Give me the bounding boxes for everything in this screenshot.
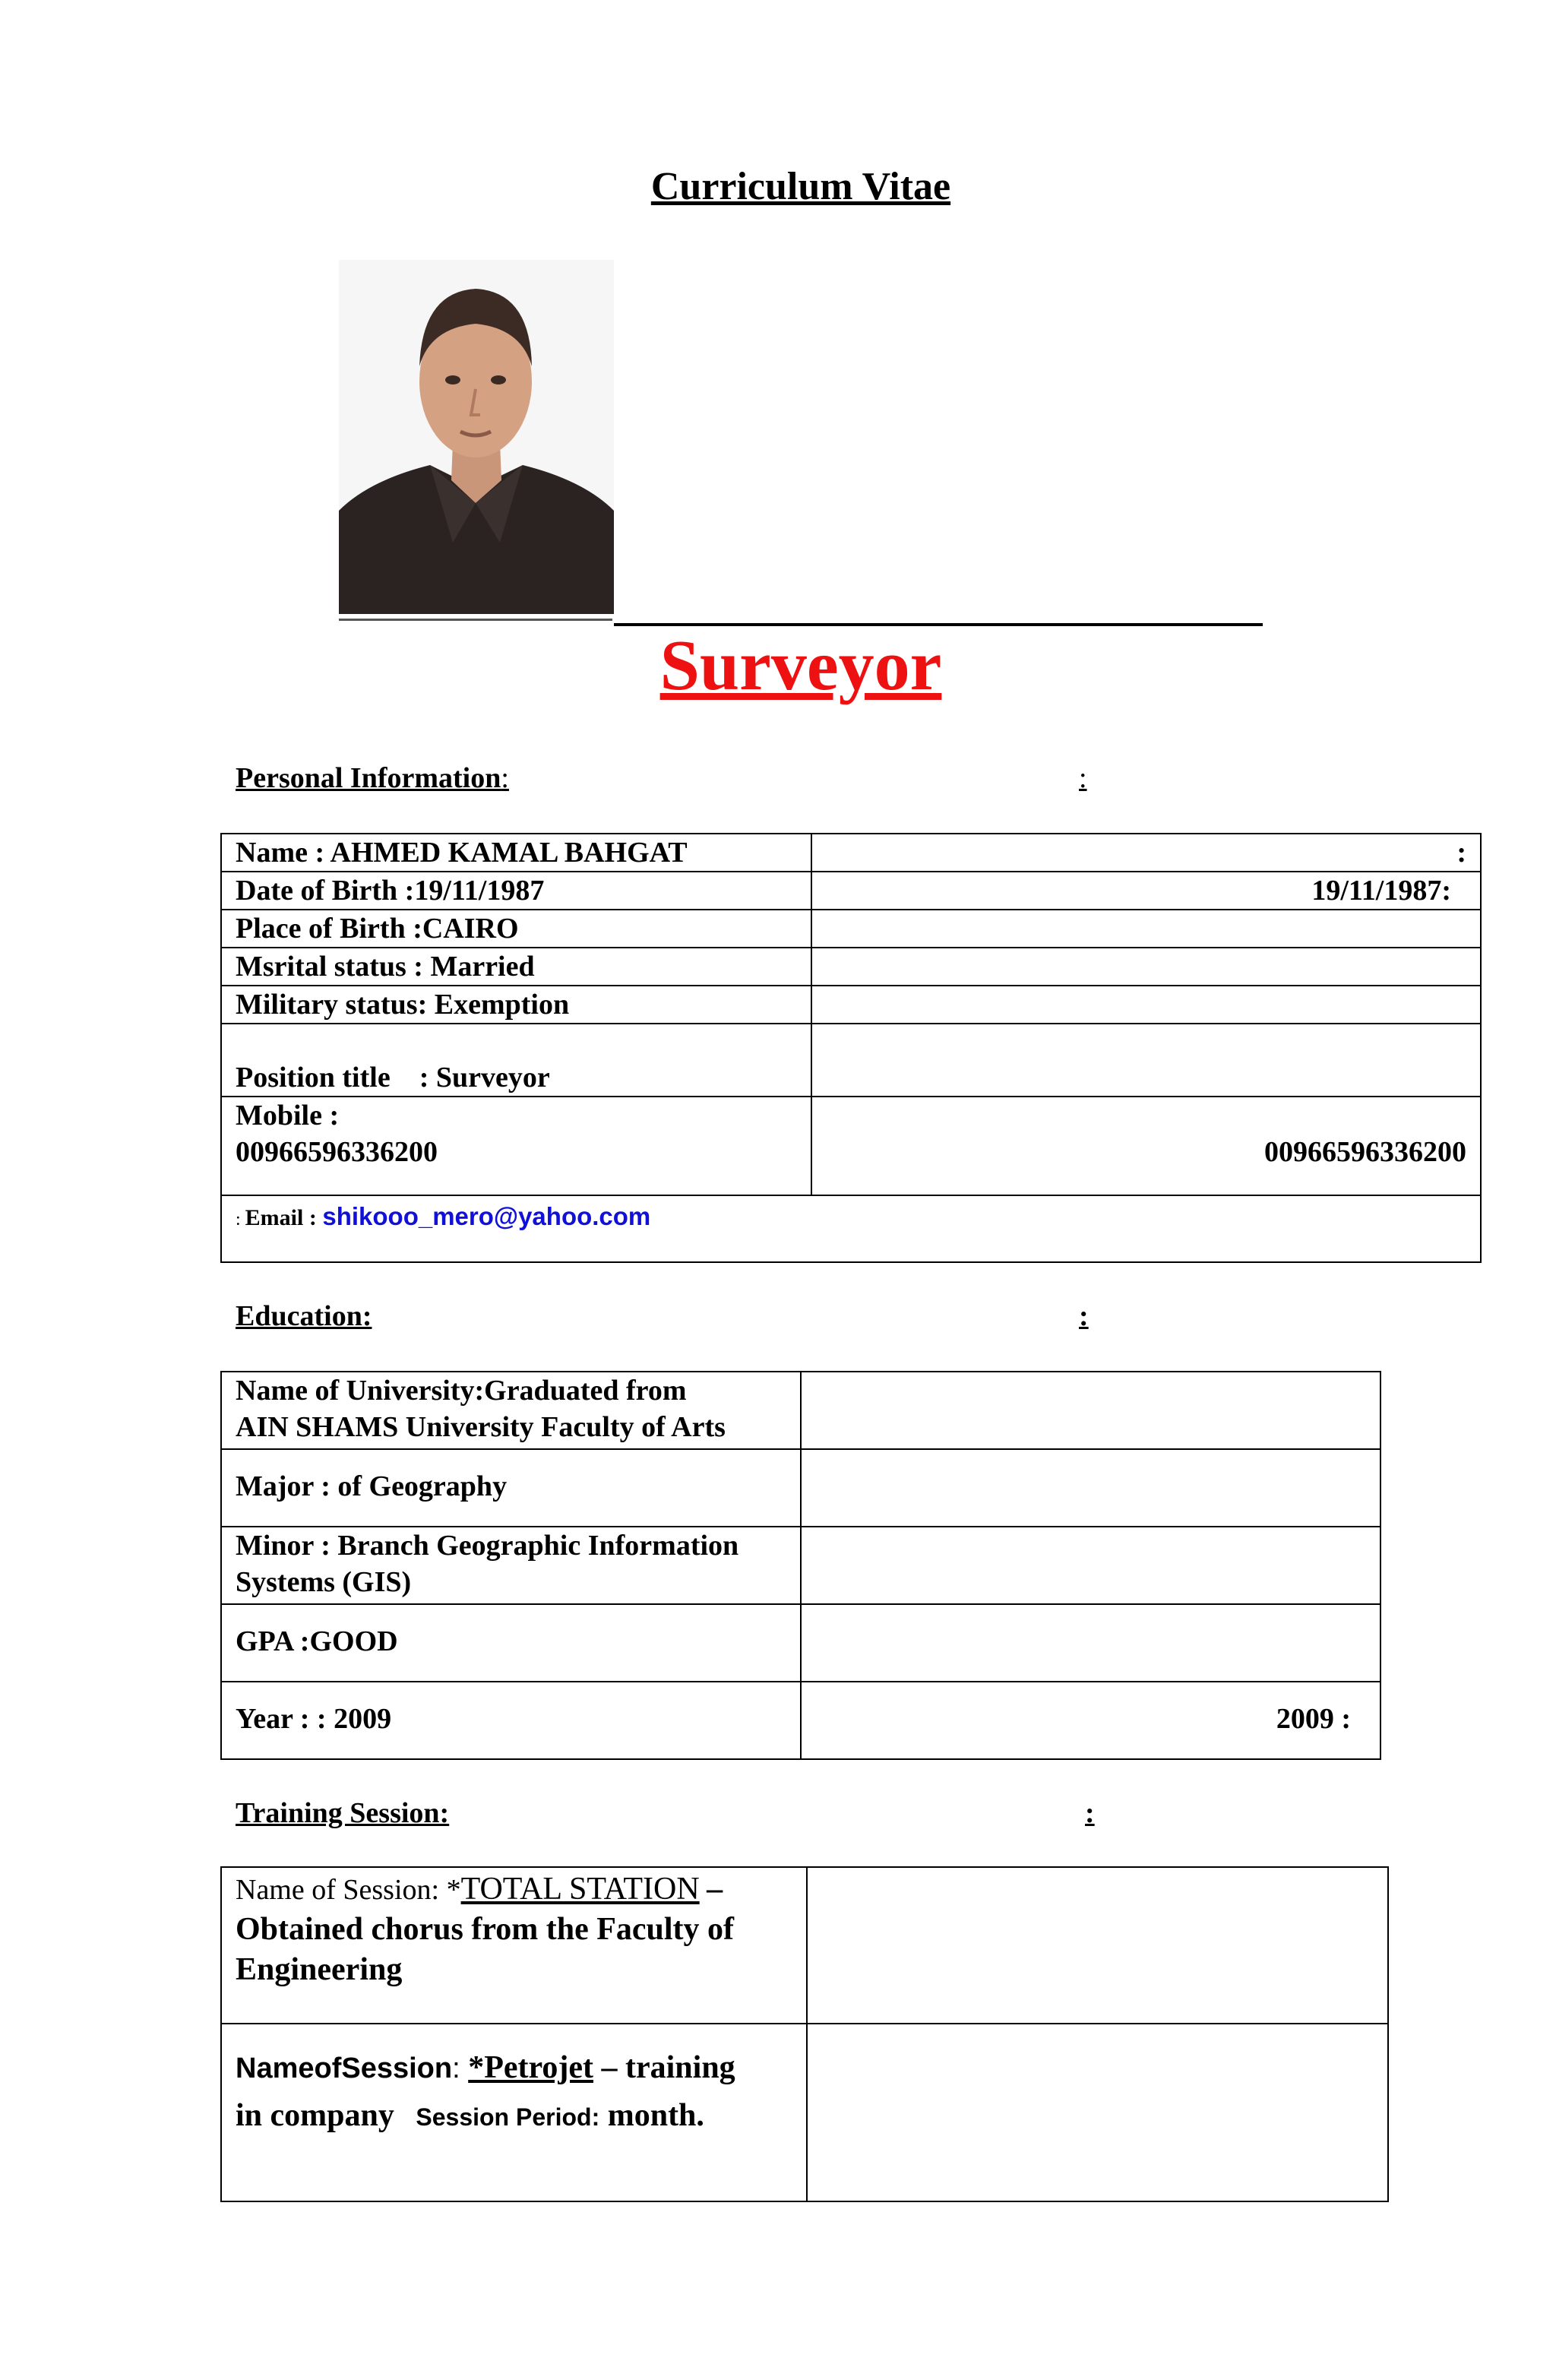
gpa-cell: GPA :GOOD xyxy=(221,1604,801,1682)
session-1-label: Name of Session: * xyxy=(236,1874,461,1906)
session-2-cell xyxy=(221,2024,807,2201)
person-portrait-icon xyxy=(339,260,614,614)
name-cell: Name : AHMED KAMAL BAHGAT xyxy=(221,834,811,872)
university-line-2: AIN SHAMS University Faculty of Arts xyxy=(236,1411,726,1443)
document-title: Curriculum Vitae xyxy=(650,165,951,208)
email-link[interactable]: shikooo_mero@yahoo.com xyxy=(322,1202,651,1230)
military-cell: Military status: Exemption xyxy=(221,986,811,1024)
role-title: Surveyor xyxy=(659,626,942,705)
personal-heading-text: Personal Information xyxy=(236,762,501,794)
table-row xyxy=(221,1195,1481,1262)
session-2-name: *Petrojet xyxy=(468,2050,593,2085)
education-heading: Education: xyxy=(236,1300,372,1332)
session-2-period-value: month. xyxy=(599,2098,704,2133)
email-label: Email : xyxy=(245,1205,323,1230)
mobile-value: 00966596336200 xyxy=(236,1136,438,1168)
session-1-name: TOTAL STATION xyxy=(460,1872,700,1907)
session-2-rest: – training xyxy=(593,2050,735,2085)
table-row xyxy=(221,834,1481,872)
empty-cell xyxy=(811,948,1481,986)
mobile-cell xyxy=(221,1097,811,1195)
session-1-details: – Obtained chorus from the Faculty of Engineering xyxy=(236,1872,735,1987)
table-row xyxy=(221,910,1481,948)
empty-cell xyxy=(801,1527,1380,1604)
table-row xyxy=(221,1449,1380,1527)
session-2-period-label: Session Period: xyxy=(416,2103,600,2131)
training-right-colon: : xyxy=(1085,1797,1095,1829)
table-row xyxy=(221,872,1481,910)
empty-cell xyxy=(807,2024,1388,2201)
table-row xyxy=(221,1097,1481,1195)
dob-cell: Date of Birth :19/11/1987 xyxy=(221,872,811,910)
dob-right-cell: 19/11/1987: xyxy=(811,872,1481,910)
empty-cell xyxy=(807,1867,1388,2024)
table-row xyxy=(221,1604,1380,1682)
session-2-line-1 xyxy=(236,2044,792,2092)
name-right-cell: : xyxy=(811,834,1481,872)
session-2-colon: : xyxy=(452,2052,469,2084)
minor-line-1: Minor : Branch Geographic Information xyxy=(236,1530,739,1562)
empty-cell xyxy=(801,1449,1380,1527)
table-row xyxy=(221,948,1481,986)
session-2-label: NameofSession xyxy=(236,2052,453,2084)
empty-cell xyxy=(801,1372,1380,1449)
mobile-label: Mobile : xyxy=(236,1100,340,1131)
empty-cell xyxy=(811,1024,1481,1097)
table-row xyxy=(221,1527,1380,1604)
empty-cell xyxy=(801,1604,1380,1682)
position-cell: Position title : Surveyor xyxy=(221,1024,811,1097)
training-table xyxy=(220,1866,1389,2202)
marital-cell: Msrital status : Married xyxy=(221,948,811,986)
training-heading: Training Session: xyxy=(236,1797,450,1829)
major-cell: Major : of Geography xyxy=(221,1449,801,1527)
university-line-1: Name of University:Graduated from xyxy=(236,1375,687,1407)
email-prefix: : xyxy=(236,1210,245,1230)
education-right-colon: : xyxy=(1079,1300,1089,1332)
mobile-right-cell: 00966596336200 xyxy=(811,1097,1481,1195)
education-table xyxy=(220,1371,1381,1760)
table-row xyxy=(221,1682,1380,1759)
table-row xyxy=(221,1867,1388,2024)
minor-line-2: Systems (GIS) xyxy=(236,1566,412,1598)
table-row xyxy=(221,986,1481,1024)
session-2-line-2 xyxy=(236,2092,792,2141)
photo-divider xyxy=(339,619,612,621)
year-cell: Year : : 2009 xyxy=(221,1682,801,1759)
email-cell xyxy=(221,1195,1481,1262)
table-row xyxy=(221,1372,1380,1449)
minor-cell xyxy=(221,1527,801,1604)
empty-cell xyxy=(811,910,1481,948)
personal-heading xyxy=(236,761,509,795)
table-row xyxy=(221,2024,1388,2201)
pob-cell: Place of Birth :CAIRO xyxy=(221,910,811,948)
personal-heading-colon: : xyxy=(501,762,509,794)
table-row xyxy=(221,1024,1481,1097)
session-1-cell xyxy=(221,1867,807,2024)
personal-table xyxy=(220,833,1482,1263)
university-cell xyxy=(221,1372,801,1449)
year-right-cell: 2009 : xyxy=(801,1682,1380,1759)
empty-cell xyxy=(811,986,1481,1024)
profile-photo xyxy=(339,260,614,614)
personal-right-colon: : xyxy=(1079,762,1087,794)
session-2-company: in company xyxy=(236,2098,394,2133)
